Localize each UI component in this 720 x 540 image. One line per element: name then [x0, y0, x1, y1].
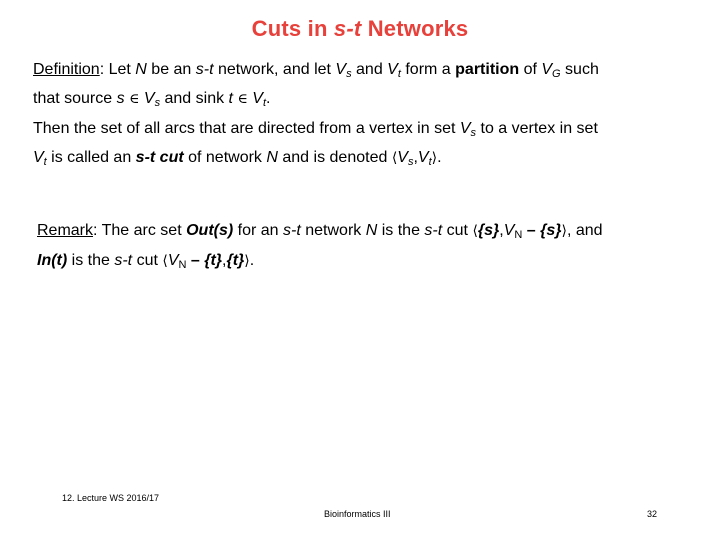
- definition-line-1: Definition: Let N be an s-t network, and let $V_s$ and $V_t$ form a partition of $V_G$ such: [33, 61, 599, 80]
- footer-course: Bioinformatics III: [324, 509, 391, 519]
- footer-page-number: 32: [647, 509, 658, 519]
- remark-line-2: In(t) is the s-t cut $⟨V_N$ – {t},{t}⟩.: [37, 252, 255, 271]
- definition-line-3: Then the set of all arcs that are directed from a vertex in set $V_s$ to a vertex in set: [33, 120, 598, 139]
- slide-title: Cuts in s-t Networks: [251, 16, 469, 41]
- definition-label: Definition: [33, 61, 100, 78]
- definition-paragraph: [33, 55, 683, 173]
- remark-label: Remark: [37, 222, 94, 239]
- footer-lecture: 12. Lecture WS 2016/17: [62, 493, 160, 503]
- definition-line-4: $V_t$ is called an s-t cut of network N and is denoted $⟨V_s,V_t⟩$.: [33, 149, 442, 168]
- remark-paragraph: [37, 216, 677, 276]
- remark-line-1: Remark: The arc set Out(s) for an s-t network N is the s-t cut $⟨\{s\},V_N$ – {s}⟩, and: [37, 222, 603, 241]
- definition-line-2: that source s ∈ $V_s$ and sink t ∈ $V_t$.: [33, 90, 271, 109]
